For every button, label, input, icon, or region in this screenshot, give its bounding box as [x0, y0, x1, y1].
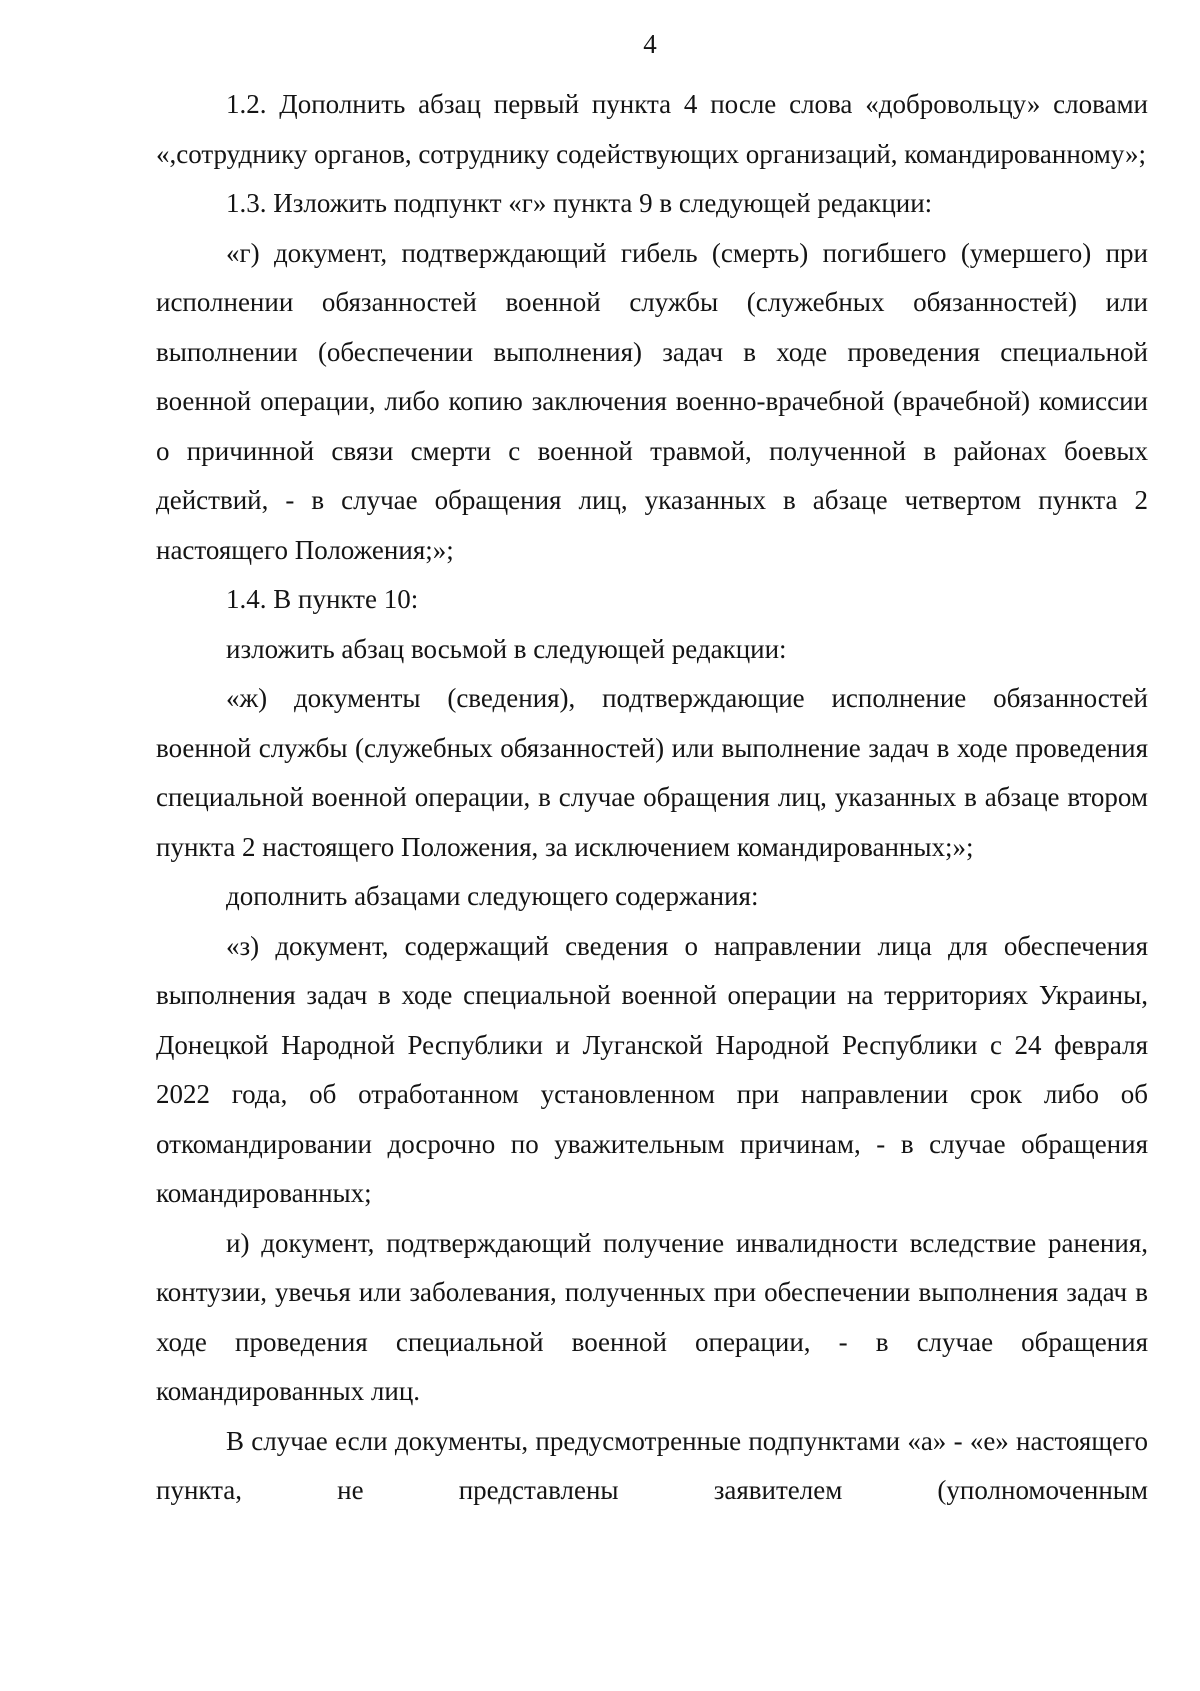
- paragraph-add-paragraphs: дополнить абзацами следующего содержания:: [226, 881, 759, 911]
- paragraph-subitem-i: и) документ, подтверждающий получение инвалидности вследствие ранения, контузии, увечья или заболевания, полученных при обеспечении выполнения задач в ходе проведения специальной военной операции, - в случае обращения командированных лиц.: [156, 1227, 1148, 1406]
- paragraph-amend-eighth: изложить абзац восьмой в следующей редакции:: [226, 633, 787, 664]
- document-body: [156, 80, 1148, 1516]
- paragraph-1-4: 1.4. В пункте 10:: [226, 584, 419, 614]
- paragraph-subitem-z: «з) документ, содержащий сведения о направлении лица для обеспечения выполнения задач в ходе специальной военной операции на территориях Украины, Донецкой Народной Республики и Луганской Народной Республики с 24 февраля 2022 года, об отработанном установленном при направлении срок либо об откомандировании досрочно по уважительным причинам, - в случае обращения командированных;: [156, 930, 1148, 1208]
- paragraph-subitem-g: «г) документ, подтверждающий гибель (смерть) погибшего (умершего) при исполнении обязанностей военной службы (служебных обязанностей) или выполнении (обеспечении выполнения) задач в ходе проведения специальной военной операции, либо копию заключения военно-врачебной (врачебной) комиссии о причинной связи смерти с военной травмой, полученной в районах боевых действий, - в случае обращения лиц, указанных в абзаце четвертом пункта 2 настоящего Положения;»;: [156, 237, 1148, 565]
- paragraph-continuation: В случае если документы, предусмотренные подпунктами «а» - «е» настоящего пункта, не представлены заявителем (уполномоченным: [156, 1425, 1148, 1505]
- paragraph-1-3: 1.3. Изложить подпункт «г» пункта 9 в следующей редакции:: [226, 188, 933, 218]
- page-number: 4: [643, 29, 657, 59]
- paragraph-1-2: 1.2. Дополнить абзац первый пункта 4 после слова «добровольцу» словами «,сотруднику органов, сотруднику содействующих организаций, командированному»;: [156, 89, 1148, 169]
- paragraph-subitem-zh: «ж) документы (сведения), подтверждающие исполнение обязанностей военной службы (служебных обязанностей) или выполнение задач в ходе проведения специальной военной операции, в случае обращения лиц, указанных в абзаце втором пункта 2 настоящего Положения, за исключением командированных;»;: [156, 683, 1148, 862]
